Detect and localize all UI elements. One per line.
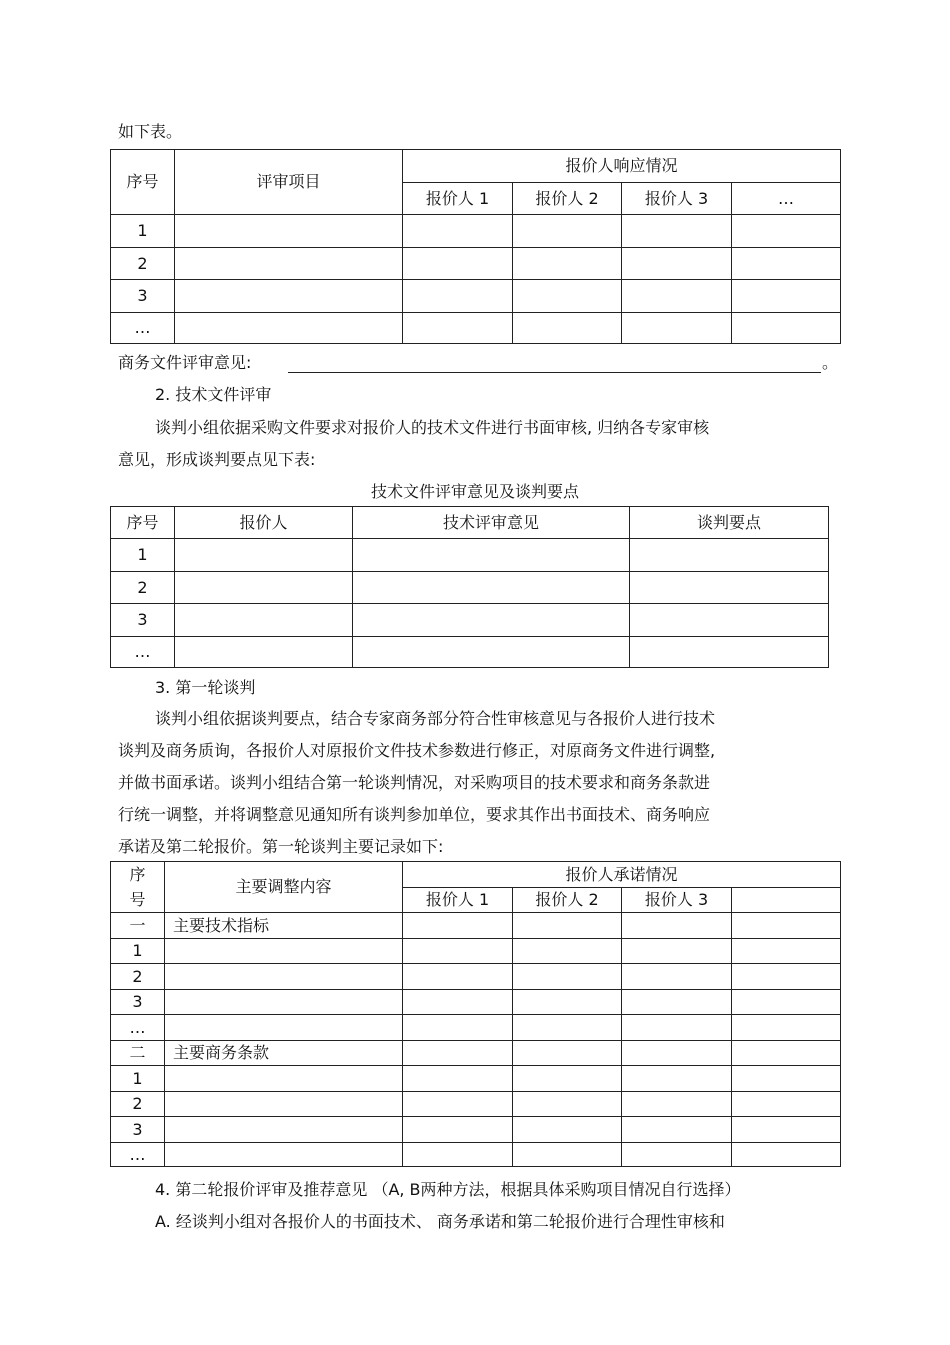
opinion-underline <box>288 354 821 373</box>
technical-review-table <box>110 506 829 668</box>
group-row <box>111 913 841 939</box>
row-seq: 1 <box>111 939 165 964</box>
header-bidder-2: 报价人 2 <box>513 888 622 913</box>
group-title: 主要技术指标 <box>165 913 403 939</box>
header-seq: 序号 <box>111 507 175 539</box>
table-2-caption: 技术文件评审意见及谈判要点 <box>370 482 579 501</box>
header-tech-opinion: 技术评审意见 <box>353 507 630 539</box>
section-3-para-line: 并做书面承诺。谈判小组结合第一轮谈判情况，对采购项目的技术要求和商务条款进 <box>118 773 711 792</box>
business-opinion-end: 。 <box>822 353 839 372</box>
table-row <box>111 1092 841 1117</box>
header-review-item: 评审项目 <box>175 150 403 215</box>
header-bidder-1: 报价人 1 <box>403 183 513 215</box>
header-bidder-2: 报价人 2 <box>513 183 622 215</box>
table-row <box>111 604 829 637</box>
header-bidder: 报价人 <box>175 507 353 539</box>
header-seq: 序号 <box>111 150 175 215</box>
section-2-para-line: 意见，形成谈判要点见下表: <box>118 450 316 469</box>
row-seq: 3 <box>111 604 175 637</box>
header-bidder-1: 报价人 1 <box>403 888 513 913</box>
header-bidder-extra <box>732 888 841 913</box>
section-3-para-line: 谈判小组依据谈判要点，结合专家商务部分符合性审核意见与各报价人进行技术 <box>155 709 716 728</box>
section-3-para-line: 承诺及第二轮报价。第一轮谈判主要记录如下: <box>118 837 444 856</box>
header-bidder-3: 报价人 3 <box>622 183 732 215</box>
row-seq: 2 <box>111 248 175 280</box>
table-row <box>111 1066 841 1092</box>
table-row <box>111 990 841 1015</box>
table-row <box>111 637 829 668</box>
header-bidder-more: … <box>732 183 841 215</box>
row-seq: 2 <box>111 572 175 604</box>
table-row <box>111 1015 841 1041</box>
section-4-option-a: A. 经谈判小组对各报价人的书面技术、 商务承诺和第二轮报价进行合理性审核和 <box>155 1212 725 1231</box>
section-2-heading: 2. 技术文件评审 <box>155 385 272 404</box>
business-opinion-label: 商务文件评审意见: <box>118 353 252 372</box>
header-bidder-commitment: 报价人承诺情况 <box>403 862 841 888</box>
row-seq: 1 <box>111 539 175 572</box>
row-seq: 3 <box>111 1117 165 1143</box>
row-seq: … <box>111 1143 165 1167</box>
table-row <box>111 313 841 344</box>
section-4-heading: 4. 第二轮报价评审及推荐意见 （A, B两种方法，根据具体采购项目情况自行选择） <box>155 1180 741 1199</box>
row-seq: 3 <box>111 990 165 1015</box>
header-seq-bottom: 号 <box>111 888 165 913</box>
row-seq: 3 <box>111 280 175 313</box>
section-3-heading: 3. 第一轮谈判 <box>155 678 256 697</box>
row-seq: … <box>111 313 175 344</box>
table-row <box>111 964 841 990</box>
group-seq: 二 <box>111 1041 165 1066</box>
header-negotiation-points: 谈判要点 <box>630 507 829 539</box>
first-round-negotiation-table <box>110 861 841 1167</box>
table-row <box>111 215 841 248</box>
header-bidder-response: 报价人响应情况 <box>403 150 841 183</box>
header-seq-top: 序 <box>111 862 165 888</box>
row-seq: 2 <box>111 1092 165 1117</box>
table-row <box>111 248 841 280</box>
section-3-para-line: 行统一调整，并将调整意见通知所有谈判参加单位，要求其作出书面技术、商务响应 <box>118 805 711 824</box>
row-seq: 2 <box>111 964 165 990</box>
row-seq: … <box>111 1015 165 1041</box>
group-row <box>111 1041 841 1066</box>
group-seq: 一 <box>111 913 165 939</box>
header-adjust-content: 主要调整内容 <box>165 862 403 913</box>
group-title: 主要商务条款 <box>165 1041 403 1066</box>
table-row <box>111 280 841 313</box>
row-seq: … <box>111 637 175 668</box>
table-row <box>111 1117 841 1143</box>
row-seq: 1 <box>111 215 175 248</box>
table-row <box>111 939 841 964</box>
bidder-response-table <box>110 149 841 344</box>
row-seq: 1 <box>111 1066 165 1092</box>
intro-text: 如下表。 <box>118 122 183 141</box>
section-3-para-line: 谈判及商务质询，各报价人对原报价文件技术参数进行修正，对原商务文件进行调整, <box>118 741 716 760</box>
table-row <box>111 572 829 604</box>
header-bidder-3: 报价人 3 <box>622 888 732 913</box>
section-2-para-line: 谈判小组依据采购文件要求对报价人的技术文件进行书面审核, 归纳各专家审核 <box>155 418 710 437</box>
table-row <box>111 1143 841 1167</box>
table-row <box>111 539 829 572</box>
